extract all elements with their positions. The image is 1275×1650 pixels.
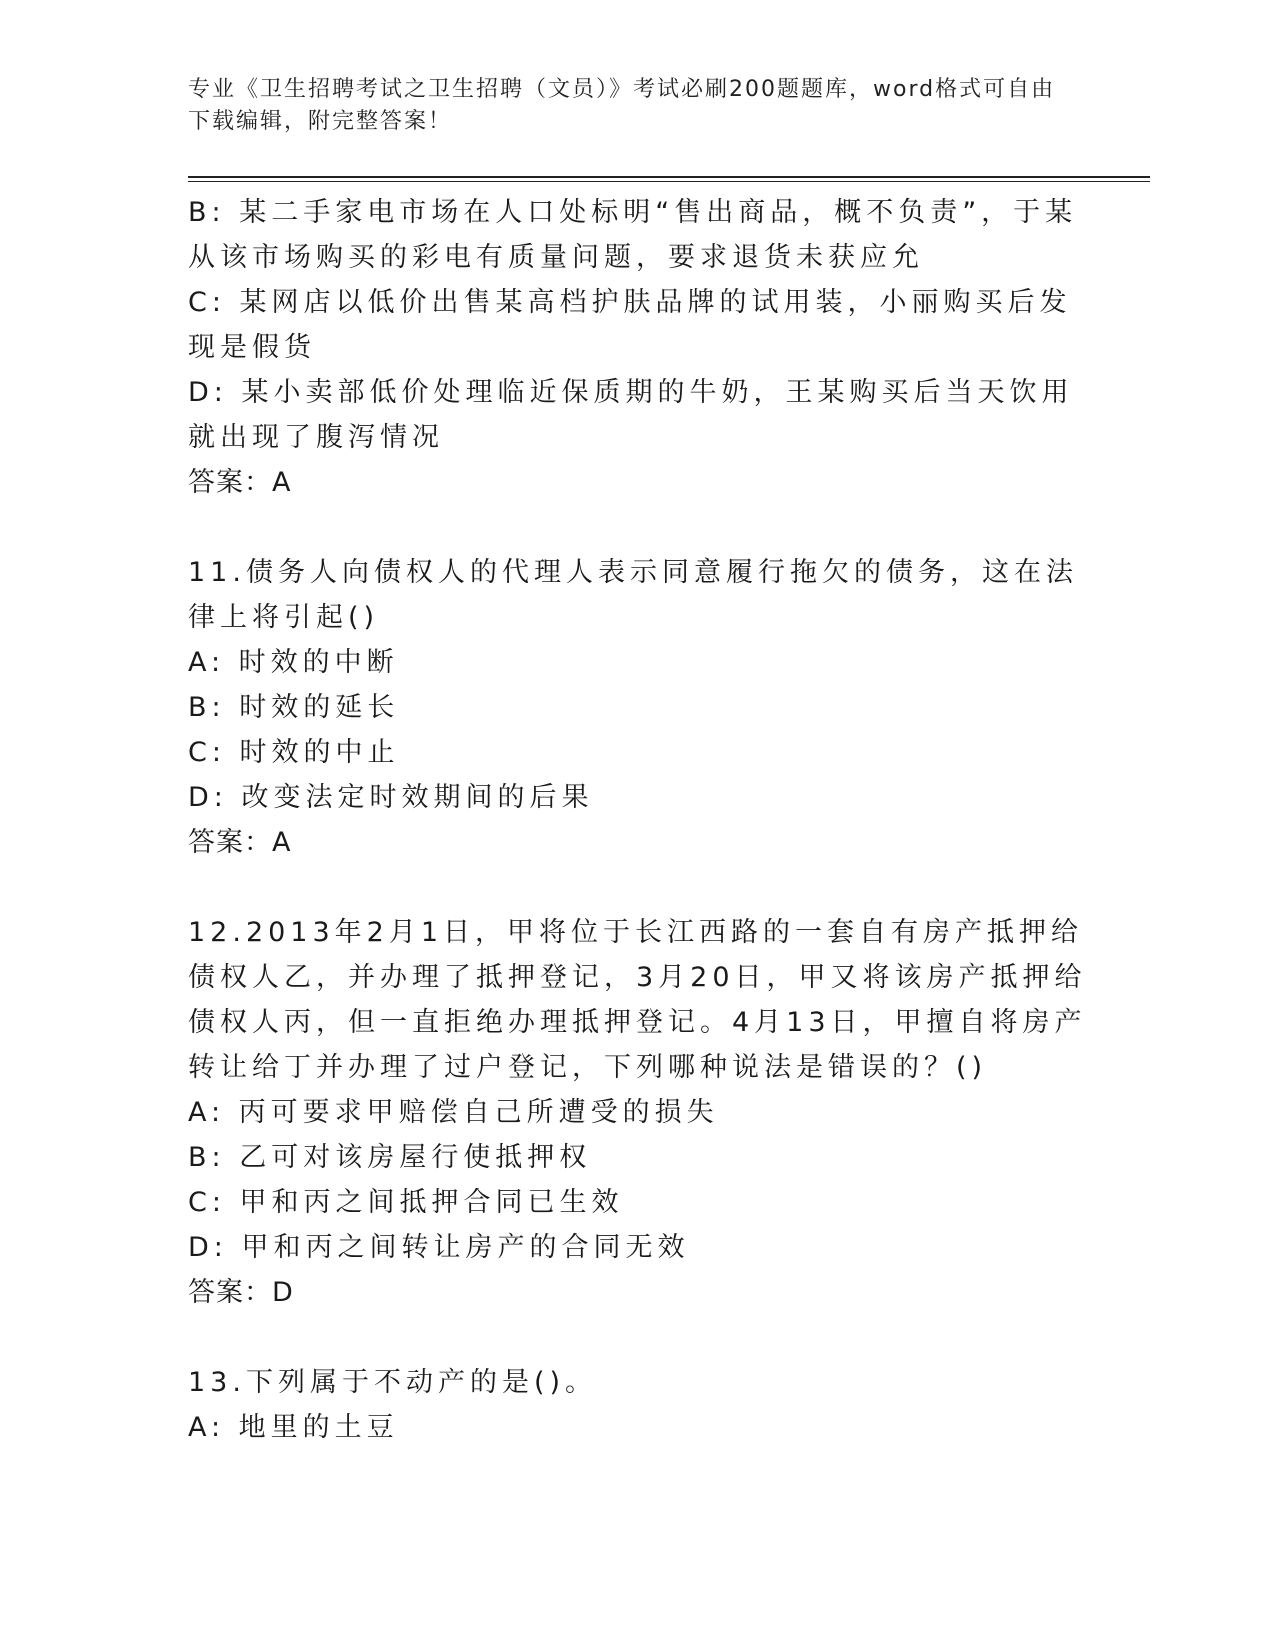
option-b: B: 时效的延长 [188, 692, 400, 723]
option-c: C: 某网店以低价出售某高档护肤品牌的试用装，小丽购买后发现是假货 [188, 287, 1072, 363]
question-stem: 11.债务人向债权人的代理人表示同意履行拖欠的债务，这在法律上将引起() [188, 557, 1078, 633]
option-d: D: 甲和丙之间转让房产的合同无效 [188, 1232, 690, 1263]
option-a: A: 时效的中断 [188, 647, 399, 678]
option-d: D: 改变法定时效期间的后果 [188, 782, 594, 813]
option-b: B: 乙可对该房屋行使抵押权 [188, 1142, 592, 1173]
header-divider-thin [188, 181, 1150, 182]
option-c: C: 甲和丙之间抵押合同已生效 [188, 1187, 624, 1218]
header-divider-thick [188, 176, 1150, 178]
answer: 答案：D [188, 1277, 294, 1308]
answer: 答案：A [188, 827, 292, 858]
option-b: B: 某二手家电市场在人口处标明“售出商品，概不负责”，于某从该市场购买的彩电有质量问题，要求退货未获应允 [188, 197, 1078, 273]
document-header [188, 74, 1078, 138]
option-a: A: 地里的土豆 [188, 1412, 399, 1443]
question-10-tail [188, 190, 1088, 505]
option-d: D: 某小卖部低价处理临近保质期的牛奶，王某购买后当天饮用就出现了腹泻情况 [188, 377, 1074, 453]
spacer [188, 505, 1088, 550]
option-c: C: 时效的中止 [188, 737, 400, 768]
question-stem: 13.下列属于不动产的是()。 [188, 1367, 598, 1398]
question-12 [188, 910, 1088, 1315]
option-a: A: 丙可要求甲赔偿自己所遭受的损失 [188, 1097, 719, 1128]
question-13 [188, 1360, 1088, 1450]
spacer [188, 865, 1088, 910]
answer: 答案：A [188, 467, 292, 498]
spacer [188, 1315, 1088, 1360]
question-content [188, 190, 1088, 1450]
question-stem: 12.2013年2月1日，甲将位于长江西路的一套自有房产抵押给债权人乙，并办理了抵押登记，3月20日，甲又将该房产抵押给债权人丙，但一直拒绝办理抵押登记。4月13日，甲擅自将房产转让给丁并办理了过户登记，下列哪种说法是错误的？() [188, 917, 1087, 1083]
header-title: 专业《卫生招聘考试之卫生招聘（文员）》考试必刷200题题库，word格式可自由下载编辑，附完整答案！ [188, 77, 1056, 134]
question-11 [188, 550, 1088, 865]
